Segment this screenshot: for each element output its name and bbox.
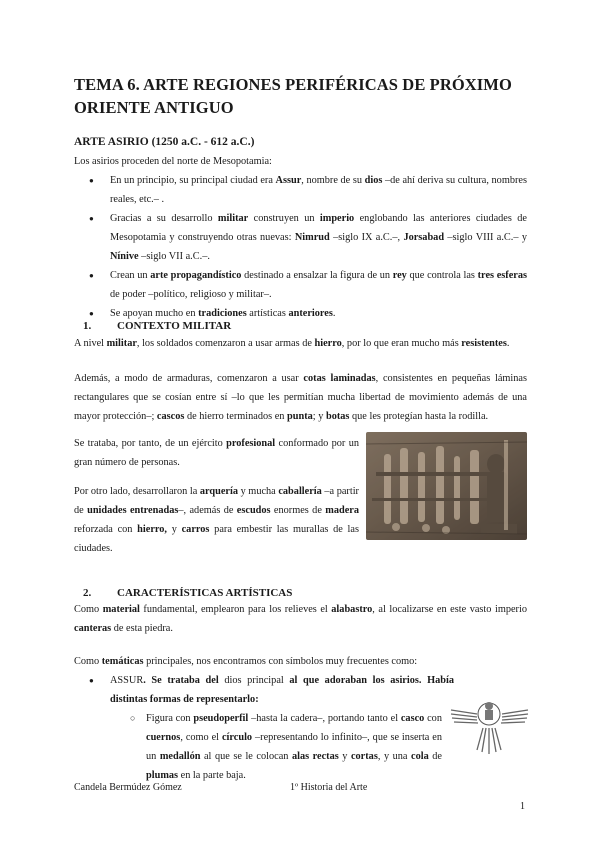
list-item [74,171,527,209]
paragraph [74,652,527,671]
heading-number: 1. [83,320,92,332]
text-run: y mucha [238,486,279,497]
text-run: , por lo que eran mucho más [341,338,462,349]
bold-term: al que adoraban los asirios. Había distintas formas de representarlo: [110,675,454,705]
paragraph [74,600,527,638]
bold-term: militar [106,338,137,349]
bold-term: profesional [226,438,276,449]
bold-term: botas [325,411,350,422]
text-run: En un principio, su principal ciudad era [110,175,276,186]
text-run: de esta piedra. [111,623,173,634]
bold-term: carros [181,524,210,535]
text-run: , y una [377,751,412,762]
bold-term: arte propagandístico [150,270,242,281]
text-run: –de ahí deriva su cultura, nombres reales, etc.– . [110,175,527,205]
bold-term: imperio [319,213,355,224]
text-run: artísticas [246,308,289,319]
text-run: de hierro terminados en [184,411,288,422]
text-run: Además, a modo de armaduras, comenzaron a usar [74,373,304,384]
bold-term: alabastro [331,604,373,615]
text-run: englobando las anteriores ciudades de Mesopotamia y construyendo otras nuevas: [110,213,528,243]
text-run: Gracias a su desarrollo [110,213,218,224]
paragraph [74,482,359,558]
bold-term: medallón [159,751,201,762]
bold-term: Jorsabad [403,232,445,243]
text-run: al que se le colocan [200,751,292,762]
bold-term: material [102,604,140,615]
text-run: –a partir de [74,486,359,516]
themes-list [74,671,454,709]
list-item [130,709,442,785]
heading-text: CARACTERÍSTICAS ARTÍSTICAS [117,587,293,599]
bold-term: unidades entrenadas [87,505,179,516]
bold-term: casco [400,713,425,724]
text-run: conformado por un gran número de personas. [74,438,359,468]
list-item [74,671,454,709]
text-run: con [424,713,442,724]
text-run: Se apoyan mucho en [110,308,199,319]
text-run: que les protegían hasta la rodilla. [349,411,489,422]
text-run: fundamental, emplearon para los relieves el [139,604,332,615]
page-title: TEMA 6. ARTE REGIONES PERIFÉRICAS DE PRÓXIMO ORIENTE ANTIGUO [74,75,512,117]
bold-term: Nínive [110,251,139,262]
bold-term: punta [287,411,313,422]
text-run: enormes de [270,505,326,516]
text-run: Como [74,604,103,615]
text-run: A nivel [74,338,107,349]
bold-term: anteriores [288,308,333,319]
bold-term: canteras [74,623,112,634]
text-run: principales, nos encontramos con símbolos muy frecuentes como: [143,656,418,667]
bold-term: cortas [350,751,378,762]
bold-term: dios [364,175,383,186]
text-run: Como [74,656,102,667]
bold-term: plumas [146,770,179,781]
paragraph [74,369,527,426]
bold-term: hierro, [137,524,168,535]
bold-term: hierro [314,338,342,349]
bold-term: alas rectas [291,751,339,762]
bold-term: círculo [221,732,253,743]
bold-term: tres esferas [477,270,528,281]
text-run: para embestir las murallas de las ciudades. [74,524,359,554]
bold-term: rey [392,270,407,281]
footer-course: 1º Historia del Arte [290,782,368,793]
bold-term: madera [325,505,359,516]
text-run: ASSUR [110,675,144,686]
page-number: 1 [520,801,525,812]
text-run: . [506,338,510,349]
bold-term: resistentes [461,338,507,349]
list-item [74,209,527,266]
bold-term: cascos [156,411,185,422]
text-run: que controla las [406,270,478,281]
winged-disk-image [447,684,532,764]
heading-text: CONTEXTO MILITAR [117,320,232,332]
text-run: , consistentes en pequeñas láminas rectangulares que se cosían entre sí –lo que les permitían mucha libertad de movimiento además de una mayor protección–; [74,373,527,422]
assyrian-relief-image [366,432,527,540]
bold-term: cotas laminadas [303,373,376,384]
bold-term: temáticas [101,656,144,667]
text-run: –hasta la cadera–, portando tanto el [248,713,401,724]
text-run: Se trataba, por tanto, de un ejército [74,438,227,449]
bold-term: . Se trataba del [143,675,225,686]
heading-number: 2. [83,587,92,599]
text-run: reforzada con [74,524,138,535]
text-run: , como el [180,732,222,743]
text-run: . [332,308,336,319]
intro-bullet-list [74,171,527,323]
bold-term: Assur [275,175,302,186]
list-item [74,266,527,304]
text-run: ; y [312,411,326,422]
text-run: y [338,751,351,762]
text-run: –siglo VIII a.C.– y [444,232,527,243]
bold-term: tradiciones [198,308,247,319]
bold-term: caballería [278,486,322,497]
text-run: –representando lo infinito–, que se inserta en un [146,732,443,762]
bold-term: pseudoperfil [193,713,249,724]
text-run: y [167,524,182,535]
text-run: en la parte baja. [178,770,246,781]
text-run: , al localizarse en este vasto imperio [372,604,527,615]
text-run: de [428,751,442,762]
paragraph [74,434,359,472]
text-run: Por otro lado, desarrollaron la [74,486,200,497]
section-heading: ARTE ASIRIO (1250 a.C. - 612 a.C.) [74,136,255,148]
text-run: de poder –político, religioso y militar–. [110,289,272,300]
bold-term: cola [411,751,429,762]
text-run: dios principal [224,675,284,686]
assur-forms-list [130,709,442,785]
text-run: , nombre de su [301,175,365,186]
text-run: –, además de [178,505,237,516]
bold-term: militar [217,213,249,224]
text-run: construyen un [248,213,320,224]
footer-author: Candela Bermúdez Gómez [74,782,182,793]
heading-contexto-militar [74,320,231,332]
text-run: , los soldados comenzaron a usar armas de [136,338,315,349]
text-run: Crean un [110,270,151,281]
section-intro: Los asirios proceden del norte de Mesopotamia: [74,156,272,167]
paragraph [74,334,527,353]
heading-caracteristicas [74,587,292,599]
bold-term: arquería [199,486,238,497]
bold-term: cuernos [146,732,181,743]
text-run: destinado a ensalzar la figura de un [241,270,393,281]
bold-term: Nimrud [294,232,330,243]
text-run: Figura con [146,713,194,724]
text-run: –siglo IX a.C.–, [329,232,404,243]
bold-term: escudos [236,505,271,516]
text-run: –siglo VII a.C.–. [138,251,210,262]
